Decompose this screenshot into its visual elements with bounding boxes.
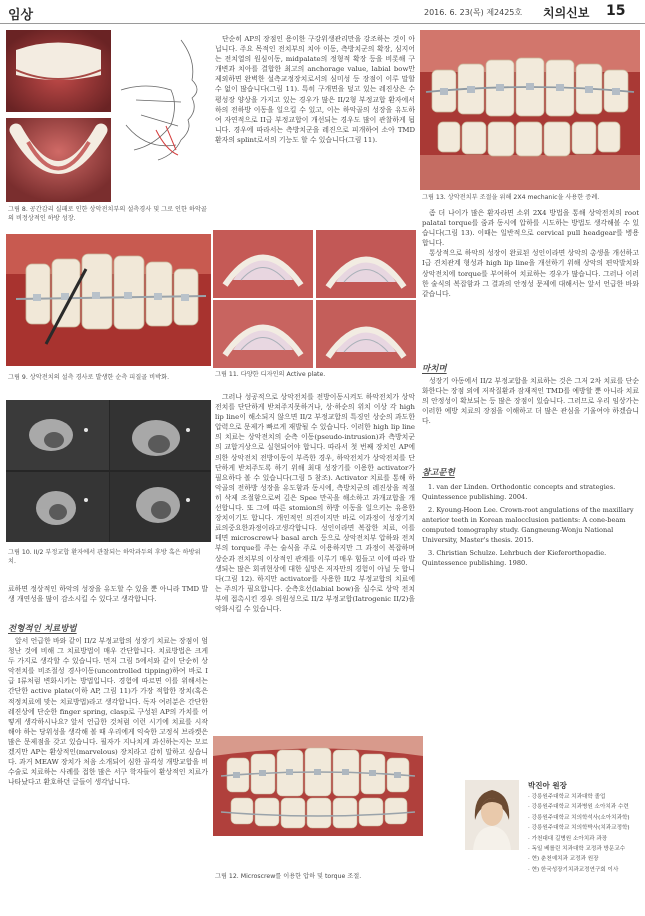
col1-body-paragraph bbox=[8, 636, 208, 787]
col1-lead-text: 료하면 정상적인 하악의 성장을 유도할 수 있을 뿐 아니라 TMD 발생 개연성을 많이 감소시킬 수 있다고 생각합니다. bbox=[8, 585, 208, 604]
col3-top-text: 좀 더 나이가 많은 환자라면 소위 2X4 방법을 통해 상악전치의 root palatal torque를 줌과 동시에 압하를 시도하는 방법도 생각해볼 수 있습니다(그림 13). 이때는 일반적으로 cervical pull headgear를 병용합니다. bbox=[422, 209, 639, 248]
figure-10-image bbox=[6, 400, 211, 542]
figure-8-caption: 그림 8. 공간감리 실패로 인한 상악전치부의 설측경사 및 그로 인한 하악골의 비정상적인 하방 성장. bbox=[8, 206, 207, 222]
col1-body-text: 앞서 언급한 바와 같이 II/2 부정교합의 성장기 치료는 장점이 엄청난 것에 비해 그 치료방법이 매우 간단합니다. 치료방법은 크게 두 가지로 생각할 수 있습니다. 먼저 그림 5에서와 같이 단순히 상악전치를 비조절성 경사이동(uncontrolled tipping)하여 바로 I급 I류처럼 변화시키는 방법입니다. 경험에 따르면 이를 위해서는 간단한 active plate(이하 AP, 그림 11)가 가장 적합한 장치(혹은 적정치료에 맞는 치료방법)라고 생각합니다. 독자 여러분은 간단한 레진상에 단순한 finger spring, clasp로 구성된 AP의 가치를 어떻게 생각하시나요? 앞서 언급한 것처럼 이런 시기에 치료를 시작해야 하는 당위성을 생각해 볼 때 우리에게 익숙한 고정식 브라켓은 많은 문제점을 갖고 있습니다. 필자가 지나치게 과신하는지는 모르겠지만 AP는 환상적인(marvelous) 장치라고 감히 말하고 싶습니다. 과거 MEAW 장치가 처음 소개되어 심한 골격성 개방교합을 비수술로 치료하는 사례를 접한 많은 서구 학자들이 환상적인 치료가 나타났다고 환호하던 글들이 생각납니다. bbox=[8, 637, 208, 787]
col1-subhead: 전형적인 치료방법 bbox=[8, 624, 77, 634]
credential-item: · 강릉원주대학교 치의학박사(치과교정학) bbox=[528, 823, 630, 833]
credential-item: · 강릉원주대학교 치과대학 졸업 bbox=[528, 792, 630, 802]
col3-top-paragraph bbox=[422, 208, 639, 299]
figure-9-illustration bbox=[6, 234, 211, 366]
newspaper-name: 치의신보 bbox=[543, 6, 590, 20]
col2-top-text: 단순히 AP의 장점인 용이한 구강위생관리만을 강조하는 것이 아닙니다. 주요 목적인 전치부의 치아 이동, 측방치군의 확장, 심지어는 전치열의 원심이동, midpalate의 정형적 확장 등을 비롯해 구개변과 치아를 결합한 최고의 anchorage value, labial bow만 제외하면 완벽한 설측교정장치로서의 심미성 등 장점이 이루 말할 수 없이 많습니다(그림 11). 특히 구개면을 덮고 있는 레진상은 수평성장 양상을 가지고 있는 경우가 많은 II/2형 부정교합 환자에서 하의 전하방 이동을 일으킬 수 있고, 이는 하악골의 성장을 유도하여 자연적으로 II급 부정교합이 개선되는 경우도 많이 관찰하게 됩니다. 경우에 따라서는 측방치군을 레진으로 피개하여 소아 TMD환자의 splint로서의 기능도 할 수 있습니다(그림 11). bbox=[215, 35, 415, 144]
col3-subhead: 마치며 bbox=[422, 364, 447, 374]
author-credentials bbox=[528, 792, 630, 875]
references-list bbox=[422, 482, 639, 571]
col2-bottom-paragraph bbox=[215, 392, 415, 614]
figure-9-image bbox=[6, 234, 211, 366]
col1-lead-paragraph bbox=[8, 584, 208, 604]
references-title: 참고문헌 bbox=[422, 468, 455, 478]
author-portrait bbox=[465, 780, 519, 850]
figure-12-image bbox=[213, 736, 423, 836]
reference-item: 1. van der Linden. Orthodontic concepts and strategies. Quintessence publishing. 2004. bbox=[422, 483, 616, 501]
figure-9-caption: 그림 9. 상악전치의 설측 경사로 발생한 순측 피질골 비박화. bbox=[8, 374, 170, 381]
credential-item: · 강릉원주대학교 치과병원 소아치과 수련 bbox=[528, 802, 630, 812]
reference-item: 2. Kyoung-Hoon Lee. Crown-root angulations of the maxillary anterior teeth in Korean malocclusion patients: A cone-beam computed tomography study. Gangneung-Wonju National University, Master's thesis. 2015. bbox=[422, 506, 634, 544]
section-tag: 임상 bbox=[8, 8, 34, 23]
page-header bbox=[0, 0, 645, 24]
page-number: 15 bbox=[606, 3, 626, 19]
col3-closing-paragraph bbox=[422, 376, 639, 426]
credential-item: · 가천대대 길병원 소아치과 과장 bbox=[528, 834, 630, 844]
credential-item: · 현) 한국성장기치과교정연구회 이사 bbox=[528, 865, 630, 875]
credential-item: · 독일 베를린 치과대학 교정과 방문교수 bbox=[528, 844, 630, 854]
col2-top-paragraph bbox=[215, 34, 415, 145]
author-photo bbox=[465, 780, 519, 850]
figure-11-illustration bbox=[213, 230, 416, 368]
figure-11-image bbox=[213, 230, 416, 368]
credential-item: · 강릉원주대학교 치의학석사(소아치과학) bbox=[528, 813, 630, 823]
figure-10-caption: 그림 10. II/2 부정교합 환자에서 관찰되는 하악과두의 후방 혹은 하방위치. bbox=[8, 549, 201, 565]
col2-bottom-text: 그러나 성공적으로 상악전치를 전방이동시켜도 하악전치가 상악전치를 단단하게 받쳐주지못하거나, 상·하순의 위치 이상 각 high lip line이 해소되지 않으면 II/2 부정교합의 특징인 상순의 과도한 압력으로 문제가 빠르게 재발될 수 있습니다. 이러한 high lip line의 치료는 상악전치의 순측 이동(pseudo-intrusion)과 측방치군의 교합거상으로 실현되어야 합니다. 따라서 첫 번째 장치인 AP에 의한 상악전치 전방이동이 부족한 경우, 하악전치가 상악전치를 단단하게 받쳐주도록 하기 위해 최대 성장기를 이용한 activator가 필요하다 볼 수 있습니다(그림 5 참조). Activator 치료를 통해 하악골의 전하방 성장을 유도함과 동시에, 측방치군의 레진상을 적절히 삭제 조절함으로써 깊은 Spee 만곡을 해소하고 과개교합을 개선합니다. 또 그에 따른 stomion의 하방 이동을 일으키는 유용한 장치이기도 합니다. 개인적인 의견이지만 바로 이과정이 성장기치료의중요한과정이라고생각합니다. 성인이라면 복잡한 치료, 이를 테면 microscrew나 basal arch 등으로 상악전치부 압하와 전치부의 torque를 주는 술식을 주로 이용하지만 그 과정이 복잡하며 상순과 전치부의 이상적인 관계를 이루기 매우 힘들고 이에 따라 발생되는 많은 회귀현상에 대한 실망은 저자만의 경험이 아닐 듯 합니다(그림 12). 하지만 activator를 사용한 II/2 부정교합의 치료에는 주의가 필요합니다. 순측호선(labial bow)을 실수로 상악 전치부에 접촉시킨 경우 의원성으로 II/2 부정교합(Iatrogenic II/2)을 악화시킬 수 있습니다. bbox=[215, 393, 415, 613]
figure-8-illustration bbox=[6, 30, 211, 202]
figure-10-illustration bbox=[6, 400, 211, 542]
col3-closing-text: 성장기 아동에서 II/2 부정교합을 치료하는 것은 그저 2차 치료를 단순화한다는 장점 외에 저작질환과 잠재적인 TMD를 예방할 뿐 아니라 치료의 안정성이 확보되는 등 많은 장점이 있습니다. 그러므로 우리 임상가는 이러한 예방 치료의 장점을 이해하고 더 많은 관심을 기울여야 하겠습니다. bbox=[422, 377, 639, 426]
author-name: 박진아 원장 bbox=[528, 781, 567, 790]
author-box bbox=[465, 780, 640, 898]
figure-12-illustration bbox=[213, 736, 423, 836]
credential-item: · 현) 춘천예치과 교정과 원장 bbox=[528, 854, 630, 864]
col3-top2-text: 통상적으로 하악의 성장이 완료된 성인이라면 상악의 총생을 개선하고 I급 견치관계 형성과 high lip line을 개선하기 위해 상악의 편악발치와 상악전치에 torque를 부여하여 치료하는 경우가 많습니다. 그러나 이러한 술식의 복잡함과 그 결과의 안정성 문제에 대해서는 앞서 언급한 바와 같습니다. bbox=[422, 249, 639, 298]
figure-11-caption: 그림 11. 다양한 디자인의 Active plate. bbox=[215, 371, 326, 378]
figure-8-image bbox=[6, 30, 211, 202]
issue-date: 2016. 6. 23(목) 제2425호 bbox=[424, 8, 523, 17]
figure-13-illustration bbox=[420, 30, 640, 190]
figure-13-caption: 그림 13. 상악전치부 조절을 위해 2X4 mechanic을 사용한 증례. bbox=[422, 194, 600, 201]
figure-13-image bbox=[420, 30, 640, 190]
figure-12-caption: 그림 12. Microscrew를 이용한 압하 및 torque 조절. bbox=[215, 873, 362, 880]
reference-item: 3. Christian Schulze. Lehrbuch der Kieferorthopadie. Quintessence publishing. 1980. bbox=[422, 549, 607, 567]
